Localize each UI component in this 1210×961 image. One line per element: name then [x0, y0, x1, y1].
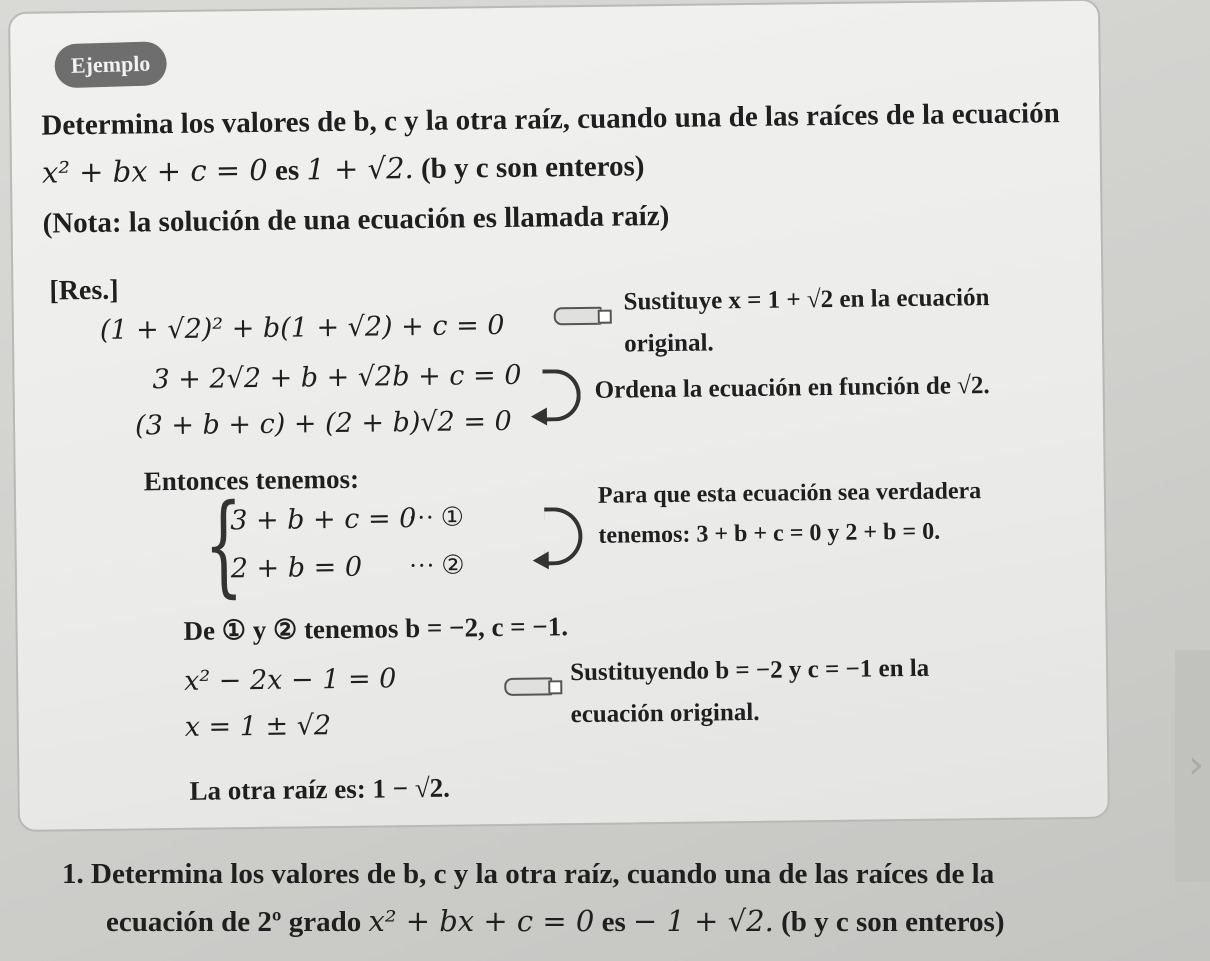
- statement-equation: x² + bx + c = 0: [41, 152, 268, 190]
- exercise-text-2: ecuación de 2º grado: [106, 906, 362, 938]
- system-eq-2: 2 + b = 0: [230, 551, 363, 585]
- statement-note: (b y c son enteros): [420, 150, 645, 185]
- system-eq-1: 3 + b + c = 0: [230, 503, 417, 537]
- step-2: 3 + 2√2 + b + √2b + c = 0: [152, 359, 522, 396]
- equation-line-1: x² − 2x − 1 = 0: [184, 663, 397, 697]
- comment-2: Ordena la ecuación en función de √2.: [594, 372, 990, 404]
- statement-root: 1 + √2.: [306, 151, 414, 187]
- example-statement-line2: [42, 148, 645, 190]
- example-tag: Ejemplo: [54, 41, 167, 88]
- exercise-note: (b y c son enteros): [781, 906, 1005, 938]
- then-label: Entonces tenemos:: [143, 463, 360, 497]
- step-1: (1 + √2)² + b(1 + √2) + c = 0: [99, 309, 505, 346]
- chevron-right-icon[interactable]: ›: [1188, 742, 1204, 788]
- system-mark-2: ··· ②: [408, 550, 465, 581]
- from-line: De ① y ② tenemos b = −2, c = −1.: [183, 611, 569, 646]
- exercise-text-1: Determina los valores de b, c y la otra raíz, cuando una de las raíces de la: [91, 858, 995, 890]
- res-label: [Res.]: [49, 274, 119, 307]
- example-statement-line1: Determina los valores de b, c y la otra raíz, cuando una de las raíces de la ecuación: [41, 97, 1060, 142]
- exercise-es: es: [601, 906, 626, 938]
- comment-4-line1: Sustituyendo b = −2 y c = −1 en la: [569, 654, 930, 687]
- exercise-1-line2: [106, 904, 1005, 939]
- pointing-hand-icon: [504, 677, 552, 696]
- arrow-head-icon: [533, 551, 549, 569]
- system-mark-1: ··· ①: [408, 502, 465, 533]
- comment-1-line1: Sustituye x = 1 + √2 en la ecuación: [623, 284, 990, 316]
- exercise-1-line1: [62, 858, 994, 891]
- bracket-arrow-icon: [544, 507, 583, 565]
- comment-4-line2: ecuación original.: [570, 698, 760, 729]
- bracket-arrow-icon: [542, 369, 581, 421]
- comment-3-line1: Para que esta ecuación sea verdadera: [597, 478, 982, 509]
- example-card: [8, 0, 1110, 832]
- example-note: (Nota: la solución de una ecuación es llamada raíz): [42, 199, 670, 240]
- statement-es: es: [274, 154, 300, 187]
- step-3: (3 + b + c) + (2 + b)√2 = 0: [134, 405, 512, 442]
- pointing-hand-icon: [554, 307, 602, 326]
- system-brace: {: [203, 480, 244, 609]
- arrow-head-icon: [531, 407, 547, 425]
- exercise-root: − 1 + √2.: [633, 904, 774, 938]
- exercise-equation: x² + bx + c = 0: [368, 904, 595, 938]
- conclusion: La otra raíz es: 1 − √2.: [189, 772, 451, 806]
- exercise-number: 1.: [62, 858, 84, 890]
- equation-line-2: x = 1 ± √2: [184, 710, 332, 743]
- comment-1-line2: original.: [623, 329, 714, 358]
- comment-3-line2: tenemos: 3 + b + c = 0 y 2 + b = 0.: [598, 518, 941, 549]
